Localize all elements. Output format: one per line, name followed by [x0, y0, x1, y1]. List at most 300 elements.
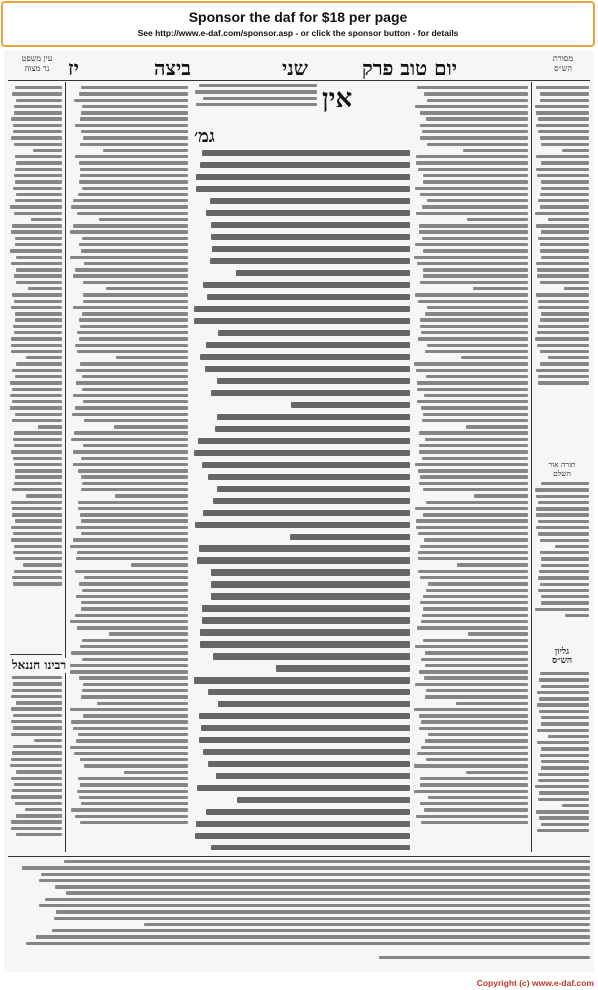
text-line: [540, 583, 589, 586]
text-line: [10, 205, 62, 208]
text-line: [74, 431, 188, 434]
text-line: [75, 815, 188, 818]
text-line: [16, 161, 62, 164]
text-line: [211, 569, 410, 575]
text-line: [81, 130, 188, 133]
text-line: [12, 388, 62, 391]
text-line: [23, 563, 62, 566]
text-line: [539, 816, 589, 819]
text-line: [82, 658, 188, 661]
text-line: [535, 105, 589, 108]
text-line: [205, 366, 410, 372]
text-line: [79, 92, 188, 95]
text-line: [537, 274, 589, 277]
text-line: [81, 802, 188, 805]
text-line: [16, 99, 63, 102]
text-line: [11, 795, 62, 798]
text-line: [211, 845, 410, 850]
text-line: [419, 727, 528, 730]
text-line: [419, 714, 528, 717]
text-line: [194, 318, 410, 324]
text-line: [415, 187, 528, 190]
text-line: [11, 450, 62, 453]
text-line: [70, 664, 188, 667]
text-line: [196, 103, 317, 106]
text-line: [417, 626, 528, 629]
text-line: [416, 155, 528, 158]
text-line: [420, 601, 528, 604]
text-line: [418, 300, 528, 303]
text-line: [418, 469, 528, 472]
text-line: [426, 117, 528, 120]
text-line: [211, 390, 410, 396]
text-line: [210, 258, 410, 264]
text-line: [420, 281, 528, 284]
text-line: [11, 695, 62, 698]
text-line: [76, 381, 188, 384]
text-line: [70, 545, 188, 548]
text-line: [536, 513, 589, 516]
text-line: [536, 507, 589, 510]
text-line: [76, 526, 188, 529]
text-line: [81, 249, 188, 252]
text-line: [203, 97, 317, 100]
text-line: [15, 318, 62, 321]
text-line: [73, 306, 188, 309]
text-line: [562, 149, 589, 152]
text-line: [202, 150, 410, 156]
text-line: [538, 779, 589, 782]
text-line: [80, 645, 188, 648]
text-line: [77, 331, 188, 334]
text-line: [79, 337, 188, 340]
text-line: [415, 645, 528, 648]
text-line: [540, 99, 589, 102]
text-line: [535, 212, 589, 215]
text-line: [73, 224, 188, 227]
text-line: [423, 513, 528, 516]
gemara-main-text: [192, 150, 410, 850]
text-line: [236, 270, 410, 276]
text-line: [540, 350, 589, 353]
text-line: [73, 450, 188, 453]
text-line: [82, 187, 189, 190]
text-line: [421, 746, 528, 749]
text-line: [421, 620, 528, 623]
text-line: [14, 143, 62, 146]
text-line: [200, 629, 410, 635]
masoret-hashas-label: מסורת הש״ס: [552, 54, 574, 73]
text-line: [535, 337, 589, 340]
text-line: [415, 683, 528, 686]
text-line: [421, 658, 528, 661]
text-line: [82, 105, 188, 108]
text-line: [15, 199, 62, 202]
text-line: [422, 237, 528, 240]
text-line: [421, 720, 528, 723]
text-line: [26, 942, 590, 945]
text-line: [115, 494, 188, 497]
text-line: [536, 86, 589, 89]
text-line: [81, 532, 188, 535]
text-line: [473, 287, 528, 290]
text-line: [75, 570, 188, 573]
text-line: [419, 431, 528, 434]
text-line: [540, 193, 589, 196]
text-line: [15, 469, 62, 472]
text-line: [71, 205, 188, 208]
text-line: [540, 551, 589, 554]
copyright-notice[interactable]: Copyright (c) www.e-daf.com: [476, 978, 594, 988]
text-line: [106, 287, 188, 290]
text-line: [103, 149, 188, 152]
text-line: [195, 833, 410, 839]
text-line: [208, 689, 410, 695]
footnote-last-line: [354, 956, 590, 966]
text-line: [420, 545, 528, 548]
text-line: [211, 222, 410, 228]
text-line: [199, 545, 410, 551]
left-margin-rule: [65, 82, 66, 852]
text-line: [540, 672, 589, 675]
text-line: [16, 268, 62, 271]
text-line: [541, 143, 589, 146]
text-line: [538, 532, 589, 535]
text-line: [13, 438, 62, 441]
text-line: [12, 92, 62, 95]
text-line: [416, 815, 528, 818]
text-line: [15, 168, 62, 171]
text-line: [16, 362, 62, 365]
text-line: [13, 457, 62, 460]
text-line: [541, 760, 589, 763]
text-line: [80, 362, 188, 365]
text-line: [194, 306, 410, 312]
text-line: [418, 570, 528, 573]
text-line: [80, 168, 188, 171]
text-line: [55, 885, 590, 888]
text-line: [237, 797, 410, 803]
text-line: [79, 180, 188, 183]
text-line: [539, 678, 589, 681]
text-line: [416, 161, 528, 164]
text-line: [16, 814, 62, 817]
text-line: [418, 557, 528, 560]
text-line: [11, 501, 62, 504]
text-line: [415, 105, 528, 108]
text-line: [64, 860, 590, 863]
text-line: [13, 682, 62, 685]
text-line: [421, 331, 528, 334]
text-line: [16, 770, 62, 773]
text-line: [83, 714, 188, 717]
text-line: [11, 526, 62, 529]
text-line: [466, 771, 528, 774]
text-line: [81, 457, 188, 460]
text-line: [14, 545, 62, 548]
text-line: [196, 821, 410, 827]
text-line: [75, 155, 188, 158]
text-line: [15, 413, 62, 416]
text-line: [379, 956, 590, 959]
text-line: [11, 820, 62, 823]
text-line: [83, 683, 188, 686]
text-line: [199, 713, 410, 719]
text-line: [203, 749, 410, 755]
rabbeinu-chananel-column: [10, 676, 62, 852]
text-line: [11, 344, 62, 347]
text-line: [71, 808, 188, 811]
text-line: [562, 804, 589, 807]
text-line: [536, 369, 589, 372]
text-line: [79, 161, 188, 164]
text-line: [26, 356, 62, 359]
text-line: [45, 898, 590, 901]
text-line: [14, 444, 62, 447]
text-line: [419, 670, 528, 673]
text-line: [420, 783, 528, 786]
text-line: [415, 507, 528, 510]
text-line: [426, 689, 528, 692]
text-line: [420, 193, 528, 196]
text-line: [416, 369, 528, 372]
text-line: [14, 570, 62, 573]
text-line: [199, 737, 410, 743]
text-line: [13, 745, 62, 748]
text-line: [11, 337, 62, 340]
text-line: [423, 488, 528, 491]
text-line: [421, 821, 528, 824]
torah-or-label: תורה אור השלם: [548, 460, 576, 478]
text-line: [202, 617, 410, 623]
text-line: [73, 274, 188, 277]
text-line: [537, 331, 589, 334]
text-line: [424, 538, 528, 541]
text-line: [10, 394, 62, 397]
text-line: [71, 438, 188, 441]
text-line: [28, 287, 62, 290]
text-line: [84, 576, 188, 579]
text-line: [70, 708, 188, 711]
text-line: [208, 761, 410, 767]
text-line: [420, 136, 528, 139]
ein-mishpat-column: [10, 86, 62, 646]
text-line: [77, 551, 188, 554]
text-line: [420, 124, 528, 127]
text-line: [78, 507, 188, 510]
text-line: [541, 256, 589, 259]
text-line: [81, 695, 188, 698]
text-line: [194, 677, 410, 683]
text-line: [206, 210, 410, 216]
text-line: [540, 92, 589, 95]
text-line: [15, 243, 62, 246]
text-line: [425, 664, 528, 667]
text-line: [536, 293, 589, 296]
text-line: [14, 431, 62, 434]
text-line: [84, 419, 188, 422]
text-line: [426, 589, 528, 592]
text-line: [420, 318, 528, 321]
text-line: [536, 262, 589, 265]
text-line: [26, 494, 62, 497]
text-line: [83, 136, 188, 139]
text-line: [539, 791, 589, 794]
text-line: [75, 124, 188, 127]
text-line: [72, 413, 188, 416]
text-line: [427, 199, 528, 202]
text-line: [80, 325, 188, 328]
text-line: [14, 331, 62, 334]
text-line: [81, 475, 188, 478]
text-line: [12, 369, 62, 372]
footnotes-block: [10, 860, 590, 952]
text-line: [82, 237, 188, 240]
text-line: [541, 161, 589, 164]
text-line: [536, 810, 589, 813]
text-line: [12, 419, 62, 422]
text-line: [212, 246, 410, 252]
text-line: [82, 689, 188, 692]
text-line: [427, 344, 528, 347]
text-line: [202, 605, 410, 611]
text-line: [541, 557, 589, 560]
text-line: [207, 294, 410, 300]
text-line: [428, 733, 529, 736]
text-line: [540, 362, 589, 365]
text-line: [16, 256, 62, 259]
text-line: [81, 519, 188, 522]
text-line: [535, 608, 589, 611]
text-line: [421, 406, 528, 409]
text-line: [14, 174, 62, 177]
text-line: [539, 570, 589, 573]
text-line: [422, 419, 528, 422]
text-line: [216, 773, 410, 779]
text-line: [474, 494, 528, 497]
text-line: [536, 155, 589, 158]
text-line: [73, 538, 188, 541]
text-line: [84, 764, 188, 767]
text-line: [424, 92, 528, 95]
text-line: [196, 174, 410, 180]
text-line: [13, 714, 62, 717]
right-margin-rule: [531, 82, 532, 852]
text-line: [538, 199, 589, 202]
text-line: [15, 375, 62, 378]
text-line: [75, 268, 188, 271]
text-line: [73, 394, 188, 397]
text-line: [14, 482, 62, 485]
text-line: [218, 330, 410, 336]
text-line: [538, 375, 589, 378]
text-line: [12, 576, 62, 579]
text-line: [196, 186, 410, 192]
text-line: [541, 601, 589, 604]
text-line: [419, 444, 528, 447]
text-line: [422, 614, 528, 617]
text-line: [194, 450, 410, 456]
text-line: [538, 237, 589, 240]
text-line: [537, 703, 589, 706]
text-line: [81, 607, 189, 610]
text-line: [38, 425, 62, 428]
text-line: [124, 771, 188, 774]
text-line: [468, 632, 529, 635]
text-line: [70, 230, 188, 233]
text-line: [425, 438, 528, 441]
text-line: [416, 519, 528, 522]
text-line: [416, 212, 528, 215]
sponsor-banner-subtitle: See http://www.e-daf.com/sponsor.asp - or click the sponsor button - for details: [137, 28, 459, 38]
text-line: [539, 710, 589, 713]
text-line: [83, 400, 188, 403]
text-line: [536, 526, 589, 529]
rabbeinu-chananel-heading: רבינו חננאל: [12, 658, 67, 672]
text-line: [13, 325, 62, 328]
text-line: [420, 111, 528, 114]
text-line: [10, 381, 62, 384]
text-line: [541, 482, 589, 485]
text-line: [426, 501, 528, 504]
text-line: [414, 708, 528, 711]
text-line: [420, 475, 528, 478]
text-line: [419, 482, 528, 485]
text-line: [36, 935, 590, 938]
text-line: [423, 413, 528, 416]
chapter-title: יום טוב פרק: [362, 56, 458, 80]
text-line: [538, 306, 589, 309]
text-line: [538, 300, 589, 303]
text-line: [74, 752, 188, 755]
gilyon-hashas-label: גליון הש״ס: [551, 647, 573, 666]
text-line: [417, 262, 528, 265]
text-line: [541, 823, 589, 826]
text-line: [11, 758, 62, 761]
sponsor-banner[interactable]: [1, 1, 595, 47]
text-line: [414, 256, 528, 259]
text-line: [537, 268, 589, 271]
text-line: [39, 904, 590, 907]
text-line: [83, 293, 188, 296]
text-line: [424, 394, 528, 397]
text-line: [22, 866, 590, 869]
text-line: [423, 268, 528, 271]
text-line: [415, 463, 528, 466]
ein-mishpat-label: עין משפט נר מצוה: [21, 54, 53, 73]
text-line: [79, 243, 188, 246]
text-line: [10, 764, 62, 767]
rabbeinu-chananel-rule: [10, 654, 62, 655]
text-line: [13, 551, 62, 554]
text-line: [82, 589, 188, 592]
text-line: [70, 620, 188, 623]
text-line: [14, 212, 62, 215]
text-line: [536, 111, 589, 114]
text-line: [31, 218, 62, 221]
text-line: [10, 249, 62, 252]
text-line: [535, 488, 589, 491]
text-line: [131, 563, 188, 566]
text-line: [548, 356, 589, 359]
text-line: [538, 798, 589, 801]
text-line: [200, 354, 410, 360]
text-line: [537, 741, 589, 744]
text-line: [210, 198, 410, 204]
text-line: [11, 827, 62, 830]
text-line: [466, 425, 528, 428]
text-line: [541, 722, 589, 725]
